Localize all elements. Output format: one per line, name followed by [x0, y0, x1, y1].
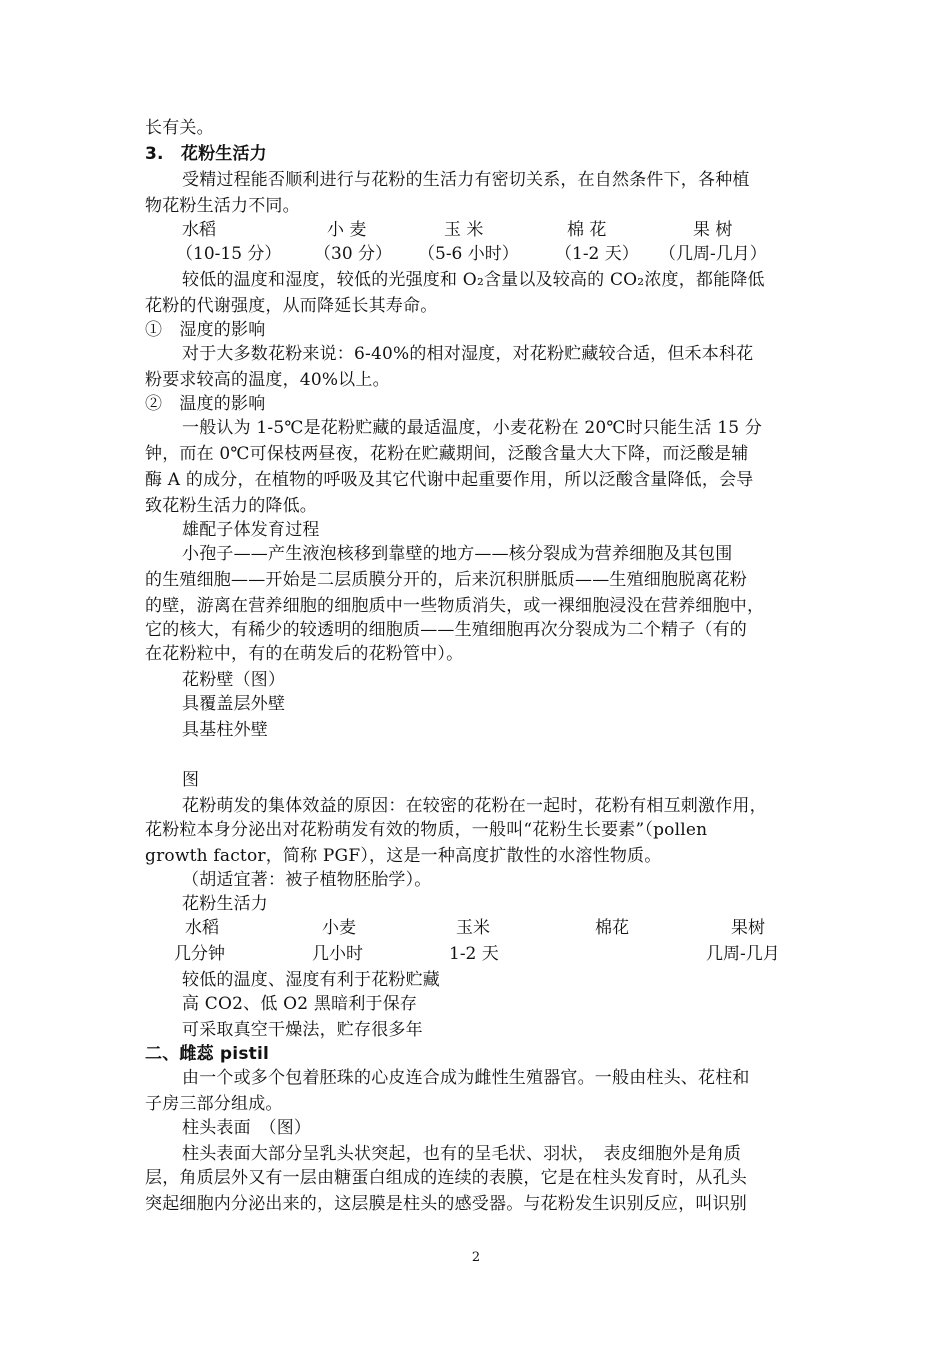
table-cell: （10-15 分） — [176, 244, 282, 264]
table-cell: 小麦 — [322, 918, 356, 938]
text-line: 柱头表面 （图） — [182, 1118, 312, 1138]
text-line: 长有关。 — [145, 118, 214, 138]
table-cell: 水稻 — [182, 220, 216, 240]
table-cell: 1-2 天 — [449, 944, 499, 964]
paragraph-line: 的壁，游离在营养细胞的细胞质中一些物质消失，或一裸细胞浸没在营养细胞中， — [145, 596, 765, 616]
paragraph-line: 受精过程能否顺利进行与花粉的生活力有密切关系，在自然条件下，各种植 — [182, 170, 750, 190]
table-cell: （几周-几月） — [659, 244, 767, 264]
paragraph-line: 子房三部分组成。 — [145, 1094, 283, 1114]
paragraph-line: 物花粉生活力不同。 — [145, 196, 300, 216]
text-line: 可采取真空干燥法，贮存很多年 — [182, 1020, 423, 1040]
paragraph-line: 花粉的代谢强度，从而降延长其寿命。 — [145, 296, 438, 316]
table-cell: 棉 花 — [567, 220, 607, 240]
paragraph-line: 突起细胞内分泌出来的，这层膜是柱头的感受器。与花粉发生识别反应，叫识别 — [145, 1194, 747, 1214]
paragraph-line: 对于大多数花粉来说：6-40%的相对湿度，对花粉贮藏较合适，但禾本科花 — [182, 344, 754, 364]
table-cell: 果 树 — [693, 220, 733, 240]
paragraph-line: 它的核大，有稀少的较透明的细胞质——生殖细胞再次分裂成为二个精子（有的 — [145, 620, 747, 640]
paragraph-line: 层，角质层外又有一层由糖蛋白组成的连续的表膜，它是在柱头发育时，从孔头 — [145, 1168, 747, 1188]
table-cell: 果树 — [731, 918, 765, 938]
table-cell: 水稻 — [185, 918, 219, 938]
paragraph-line: 柱头表面大部分呈乳头状突起，也有的呈毛状、羽状， 表皮细胞外是角质 — [182, 1144, 742, 1164]
paragraph-line: 粉要求较高的温度，40%以上。 — [145, 370, 390, 390]
table-cell: 玉米 — [456, 918, 490, 938]
paragraph-line: 花粉萌发的集体效益的原因：在较密的花粉在一起时，花粉有相互刺激作用， — [182, 796, 767, 816]
figure-label: 图 — [182, 770, 200, 790]
subheading: ① 湿度的影响 — [145, 320, 266, 340]
table-cell: 小 麦 — [327, 220, 367, 240]
paragraph-line: 小孢子——产生液泡核移到靠壁的地方——核分裂成为营养细胞及其包围 — [182, 544, 733, 564]
paragraph-line: 由一个或多个包着胚珠的心皮连合成为雌性生殖器官。一般由柱头、花柱和 — [182, 1068, 750, 1088]
table-cell: （30 分） — [314, 244, 393, 264]
text-line: 花粉壁（图） — [182, 670, 286, 690]
section-heading: 3. 花粉生活力 — [145, 144, 267, 164]
paragraph-line: 花粉粒本身分泌出对花粉萌发有效的物质，一般叫“花粉生长要素”（pollen — [145, 820, 708, 840]
paragraph-line: 一般认为 1-5℃是花粉贮藏的最适温度，小麦花粉在 20℃时只能生活 15 分 — [182, 418, 763, 438]
paragraph-line: 的生殖细胞——开始是二层质膜分开的，后来沉积胼胝质——生殖细胞脱离花粉 — [145, 570, 747, 590]
text-line: 具覆盖层外壁 — [182, 694, 286, 714]
paragraph-line: 致花粉生活力的降低。 — [145, 496, 317, 516]
paragraph-line: 钟，而在 0℃可保枝两昼夜，花粉在贮藏期间，泛酸含量大大下降，而泛酸是辅 — [145, 444, 749, 464]
paragraph-line: 酶 A 的成分，在植物的呼吸及其它代谢中起重要作用，所以泛酸含量降低，会导 — [145, 470, 754, 490]
subheading: 雄配子体发育过程 — [182, 520, 320, 540]
text-line: 花粉生活力 — [182, 894, 268, 914]
paragraph-line: 在花粉粒中，有的在萌发后的花粉管中）。 — [145, 644, 464, 664]
text-line: 较低的温度、湿度有利于花粉贮藏 — [182, 970, 440, 990]
page-number: 2 — [471, 1250, 481, 1265]
table-cell: 几分钟 — [174, 944, 225, 964]
table-cell: （5-6 小时） — [418, 244, 519, 264]
paragraph-line: 较低的温度和湿度，较低的光强度和 O₂含量以及较高的 CO₂浓度，都能降低 — [182, 270, 765, 290]
table-cell: （1-2 天） — [555, 244, 639, 264]
section-heading: 二、雌蕊 pistil — [145, 1044, 270, 1064]
table-cell: 几周-几月 — [706, 944, 780, 964]
paragraph-line: growth factor，简称 PGF），这是一种高度扩散性的水溶性物质。 — [145, 846, 662, 866]
subheading: ② 温度的影响 — [145, 394, 266, 414]
table-cell: 几小时 — [312, 944, 363, 964]
citation: （胡适宜著：被子植物胚胎学）。 — [182, 870, 432, 890]
text-line: 高 CO2、低 O2 黑暗利于保存 — [182, 994, 418, 1014]
text-line: 具基柱外壁 — [182, 720, 268, 740]
table-cell: 玉 米 — [444, 220, 484, 240]
table-cell: 棉花 — [595, 918, 629, 938]
